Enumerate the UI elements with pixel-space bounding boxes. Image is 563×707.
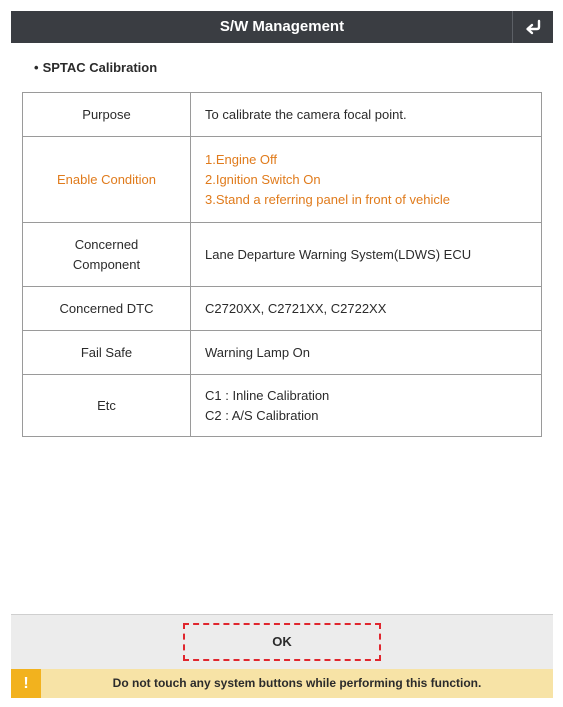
row-value-line: C2 : A/S Calibration: [205, 407, 319, 423]
info-table: [22, 92, 542, 437]
table-row-concerned-component: [23, 223, 542, 287]
row-label-line: Component: [72, 256, 141, 272]
row-value-line: C2720XX, C2721XX, C2722XX: [205, 300, 387, 316]
row-label: Etc: [23, 375, 191, 437]
row-value: [191, 287, 542, 331]
row-label: Purpose: [23, 93, 191, 137]
row-value: [191, 375, 542, 437]
row-label: Fail Safe: [23, 331, 191, 375]
row-value-line: C1 : Inline Calibration: [205, 387, 330, 403]
return-arrow-icon: [524, 19, 542, 35]
row-label: Concerned DTC: [23, 287, 191, 331]
table-row-enable-condition: [23, 137, 542, 223]
back-button[interactable]: [512, 11, 553, 43]
warning-text: Do not touch any system buttons while performing this function.: [112, 676, 482, 690]
section-bullet: •: [34, 60, 39, 75]
ok-button[interactable]: OK: [183, 623, 381, 661]
row-value-line: 1.Engine Off: [205, 151, 278, 167]
warning-icon: !: [11, 669, 41, 698]
title-bar: [11, 11, 553, 43]
row-value-line: Warning Lamp On: [205, 344, 311, 360]
row-label-line: Concerned: [74, 236, 139, 252]
section-title: [34, 60, 157, 75]
row-value: [191, 331, 542, 375]
table-row-etc: [23, 375, 542, 437]
row-value-line: To calibrate the camera focal point.: [205, 106, 407, 122]
row-value: [191, 223, 542, 287]
row-label: [23, 223, 191, 287]
row-value: [191, 137, 542, 223]
page-title: S/W Management: [219, 18, 345, 35]
row-label: Enable Condition: [23, 137, 191, 223]
row-value-line: 2.Ignition Switch On: [205, 171, 321, 187]
table-row-fail-safe: [23, 331, 542, 375]
footer-bar: [11, 614, 553, 669]
section-title-text: SPTAC Calibration: [42, 60, 158, 75]
row-value: [191, 93, 542, 137]
row-value-line: Lane Departure Warning System(LDWS) ECU: [205, 246, 472, 262]
warning-bar: [11, 669, 553, 698]
table-row-purpose: [23, 93, 542, 137]
row-value-line: 3.Stand a referring panel in front of vehicle: [205, 191, 450, 207]
table-row-concerned-dtc: [23, 287, 542, 331]
